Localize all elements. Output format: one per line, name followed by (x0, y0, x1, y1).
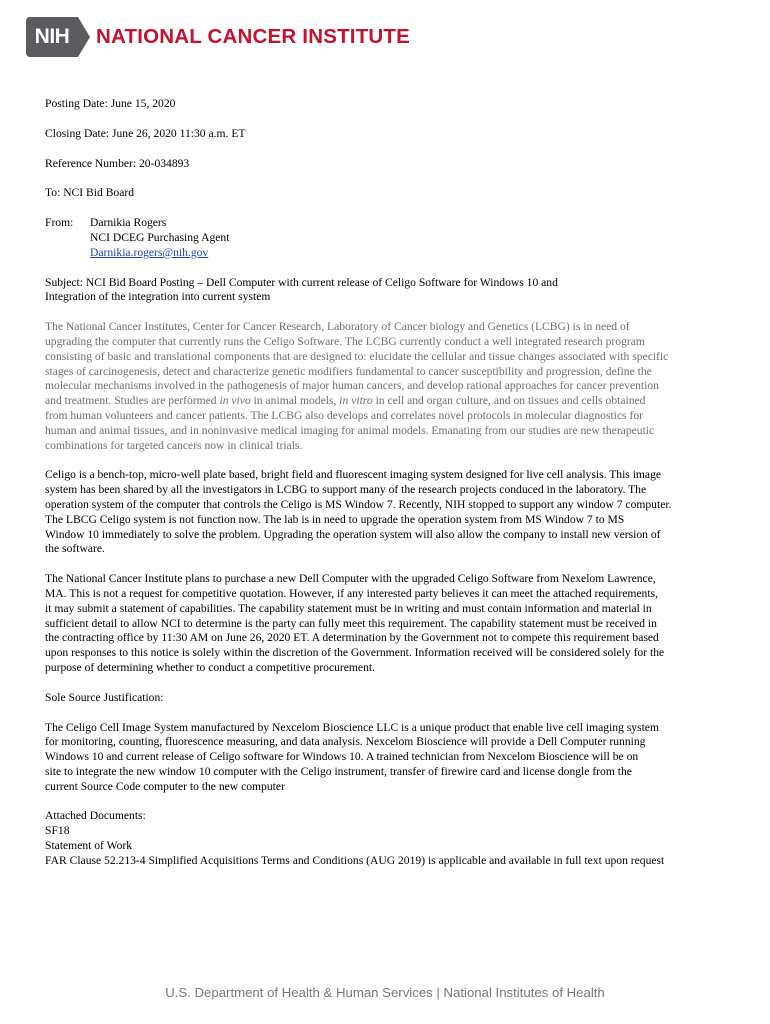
paragraph-line: human and animal tissues, and in noninvasive medical imaging for animal models. Emanating from our studies are new therapeutic (45, 423, 655, 437)
paragraph-line: it may submit a statement of capabilities. The capability statement must be in writing and must contain information and material in (45, 601, 652, 615)
paragraph-line: upgrading the computer that currently runs the Celigo Software. The LCBG currently conduct a well integrated research program (45, 334, 645, 348)
paragraph-line: sufficient detail to allow NCI to determine is the party can fully meet this requirement. The capability statement must be received in (45, 616, 657, 630)
paragraph-line: purpose of determining whether to conduct a competitive procurement. (45, 660, 375, 674)
attached-documents (45, 809, 735, 868)
paragraph-line: upon responses to this notice is solely within the discretion of the Government. Information received will be considered solely for the (45, 646, 665, 660)
sender-name: Darnikia Rogers (90, 216, 167, 230)
sender-email-link[interactable]: Darnikia.rogers@nih.gov (90, 245, 209, 259)
to-line: To: NCI Bid Board (45, 186, 135, 200)
sender-title: NCI DCEG Purchasing Agent (90, 230, 230, 244)
paragraph-line: for monitoring, counting, fluorescence measuring, and data analysis. Nexcelom Bioscience will provide a Dell Computer running (45, 735, 646, 749)
paragraph-line (45, 394, 735, 409)
attached-heading: Attached Documents: (45, 809, 146, 823)
paragraph-line: site to integrate the new window 10 computer with the Celigo instrument, transfer of firewire card and license dongle from the (45, 764, 632, 778)
paragraph-line: stages of carcinogenesis, detect and characterize genetic modifiers fundamental to cancer susceptibility and progression, define the (45, 364, 652, 378)
document-body (45, 97, 735, 869)
paragraph-line: operation system of the computer that controls the Celigo is MS Window 7. Recently, NIH stopped to support any window 7 computer. (45, 497, 672, 511)
italic-in-vitro: in vitro (339, 394, 373, 408)
celigo-paragraph (45, 468, 735, 557)
paragraph-line: the software. (45, 542, 105, 556)
paragraph-line: Window 10 immediately to solve the problem. Upgrading the operation system will also allow the company to install new version of (45, 527, 661, 541)
text-run: and treatment. Studies are performed (45, 394, 220, 408)
subject-line: Subject: NCI Bid Board Posting – Dell Computer with current release of Celigo Software for Windows 10 and (45, 275, 558, 289)
attached-item: Statement of Work (45, 839, 133, 853)
nih-nci-logo (26, 17, 410, 57)
subject-line: Integration of the integration into current system (45, 290, 271, 304)
page-footer: U.S. Department of Health & Human Services | National Institutes of Health (165, 985, 605, 1000)
attached-item: SF18 (45, 824, 70, 838)
sole-source-paragraph (45, 721, 735, 795)
paragraph-line: The National Cancer Institutes, Center for Cancer Research, Laboratory of Cancer biology and Genetics (LCBG) is in need of (45, 320, 630, 334)
from-label: From: (45, 216, 74, 230)
from-block (45, 216, 735, 260)
closing-date: Closing Date: June 26, 2020 11:30 a.m. ET (45, 126, 246, 140)
posting-date: Posting Date: June 15, 2020 (45, 97, 176, 110)
paragraph-line: The Celigo Cell Image System manufactured by Nexcelom Bioscience LLC is a unique product that enable live cell imaging system (45, 720, 659, 734)
institute-title: NATIONAL CANCER INSTITUTE (96, 25, 411, 48)
paragraph-line: The National Cancer Institute plans to purchase a new Dell Computer with the upgraded Celigo Software from Nexelom Lawrence, (45, 572, 656, 586)
paragraph-line: current Source Code computer to the new computer (45, 779, 285, 793)
from-details (90, 216, 229, 260)
nih-logo-box: NIH (26, 17, 78, 57)
paragraph-line: Celigo is a bench-top, micro-well plate based, bright field and fluorescent imaging system designed for live cell analysis. This image (45, 468, 662, 482)
paragraph-line: molecular mechanisms involved in the pathogenesis of major human cancers, and develop rational approaches for cancer prevention (45, 379, 659, 393)
text-run: in animal models, (250, 394, 340, 408)
paragraph-line: The LBCG Celigo system is not function now. The lab is in need to upgrade the operation system from MS Window 7 to MS (45, 512, 625, 526)
subject (45, 276, 735, 306)
paragraph-line: the contracting office by 11:30 AM on June 26, 2020 ET. A determination by the Government not to compete this requirement based (45, 631, 659, 645)
sole-source-heading: Sole Source Justification: (45, 690, 164, 704)
paragraph-line: from human volunteers and cancer patients. The LCBG also develops and correlates novel protocols in molecular diagnostics for (45, 408, 643, 422)
purchase-paragraph (45, 572, 735, 676)
paragraph-line: MA. This is not a request for competitive quotation. However, if any interested party believes it can meet the attached requirements, (45, 586, 658, 600)
paragraph-line: combinations for targeted cancers now in clinical trials. (45, 438, 303, 452)
intro-paragraph (45, 320, 735, 453)
attached-item: FAR Clause 52.213-4 Simplified Acquisitions Terms and Conditions (AUG 2019) is applicable and available in full text upon request (45, 853, 665, 867)
paragraph-line: system has been shared by all the investigators in LCBG to support many of the research projects conduced in the laboratory. The (45, 483, 647, 497)
text-run: in cell and organ culture, and on tissues and cells obtained (372, 394, 646, 408)
reference-number: Reference Number: 20-034893 (45, 156, 190, 170)
nih-logo-arrow (78, 17, 90, 57)
paragraph-line: consisting of basic and translational components that are designed to: elucidate the cellular and tissue changes associated with specific (45, 349, 669, 363)
italic-in-vivo: in vivo (219, 394, 251, 408)
paragraph-line: Windows 10 and current release of Celigo software for Windows 10. A trained technician from Nexcelom Bioscience will be on (45, 750, 639, 764)
